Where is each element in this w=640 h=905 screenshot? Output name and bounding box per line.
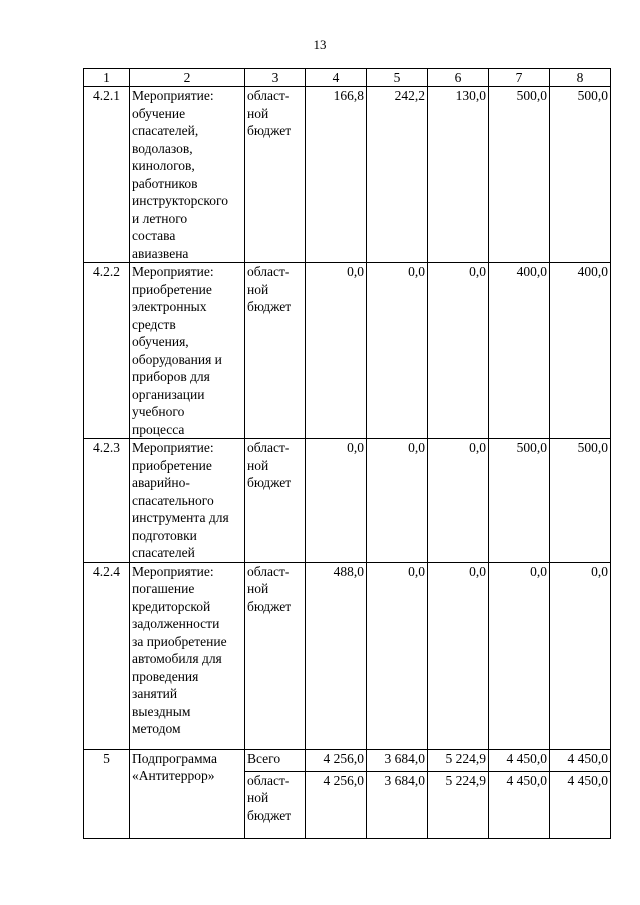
table-row bbox=[84, 87, 611, 263]
total-source: Всего bbox=[245, 749, 306, 771]
value-cell: 500,0 bbox=[489, 439, 550, 563]
row-source: област- ной бюджет bbox=[245, 263, 306, 439]
value-cell: 0,0 bbox=[367, 263, 428, 439]
header-cell: 8 bbox=[550, 69, 611, 87]
row-source: област- ной бюджет bbox=[245, 562, 306, 749]
value-cell: 0,0 bbox=[367, 439, 428, 563]
header-cell: 5 bbox=[367, 69, 428, 87]
header-cell: 4 bbox=[306, 69, 367, 87]
subprogram-name: Подпрограмма «Антитеррор» bbox=[130, 749, 245, 838]
value-cell: 488,0 bbox=[306, 562, 367, 749]
row-name: Мероприятие: приобретение электронных средств обучения, оборудования и приборов для организации учебного процесса bbox=[130, 263, 245, 439]
subprogram-code: 5 bbox=[84, 749, 130, 838]
regional-value-cell: 5 224,9 bbox=[428, 771, 489, 838]
budget-table bbox=[83, 68, 611, 839]
value-cell: 500,0 bbox=[550, 87, 611, 263]
value-cell: 0,0 bbox=[367, 562, 428, 749]
value-cell: 400,0 bbox=[550, 263, 611, 439]
total-value-cell: 5 224,9 bbox=[428, 749, 489, 771]
value-cell: 400,0 bbox=[489, 263, 550, 439]
regional-value-cell: 4 450,0 bbox=[550, 771, 611, 838]
value-cell: 0,0 bbox=[489, 562, 550, 749]
total-value-cell: 4 450,0 bbox=[550, 749, 611, 771]
row-source: област- ной бюджет bbox=[245, 439, 306, 563]
regional-value-cell: 3 684,0 bbox=[367, 771, 428, 838]
header-cell: 6 bbox=[428, 69, 489, 87]
value-cell: 166,8 bbox=[306, 87, 367, 263]
row-code: 4.2.3 bbox=[84, 439, 130, 563]
header-cell: 1 bbox=[84, 69, 130, 87]
value-cell: 500,0 bbox=[550, 439, 611, 563]
value-cell: 0,0 bbox=[428, 562, 489, 749]
table-row bbox=[84, 439, 611, 563]
value-cell: 0,0 bbox=[306, 263, 367, 439]
row-code: 4.2.4 bbox=[84, 562, 130, 749]
header-cell: 3 bbox=[245, 69, 306, 87]
row-name: Мероприятие: погашение кредиторской задолженности за приобретение автомобиля для проведения занятий выездным методом bbox=[130, 562, 245, 749]
total-value-cell: 3 684,0 bbox=[367, 749, 428, 771]
value-cell: 242,2 bbox=[367, 87, 428, 263]
value-cell: 0,0 bbox=[550, 562, 611, 749]
value-cell: 0,0 bbox=[428, 439, 489, 563]
row-name: Мероприятие: приобретение аварийно- спасательного инструмента для подготовки спасателей bbox=[130, 439, 245, 563]
header-row bbox=[84, 69, 611, 87]
table-row bbox=[84, 562, 611, 749]
value-cell: 0,0 bbox=[428, 263, 489, 439]
value-cell: 500,0 bbox=[489, 87, 550, 263]
page-number: 13 bbox=[313, 37, 327, 52]
subprogram-total-row bbox=[84, 749, 611, 771]
total-value-cell: 4 256,0 bbox=[306, 749, 367, 771]
regional-value-cell: 4 256,0 bbox=[306, 771, 367, 838]
header-cell: 7 bbox=[489, 69, 550, 87]
row-code: 4.2.2 bbox=[84, 263, 130, 439]
row-code: 4.2.1 bbox=[84, 87, 130, 263]
row-source: област- ной бюджет bbox=[245, 87, 306, 263]
value-cell: 0,0 bbox=[306, 439, 367, 563]
header-cell: 2 bbox=[130, 69, 245, 87]
row-name: Мероприятие: обучение спасателей, водолазов, кинологов, работников инструкторского и летного состава авиазвена bbox=[130, 87, 245, 263]
value-cell: 130,0 bbox=[428, 87, 489, 263]
total-value-cell: 4 450,0 bbox=[489, 749, 550, 771]
table-row bbox=[84, 263, 611, 439]
regional-value-cell: 4 450,0 bbox=[489, 771, 550, 838]
regional-source: област- ной бюджет bbox=[245, 771, 306, 838]
